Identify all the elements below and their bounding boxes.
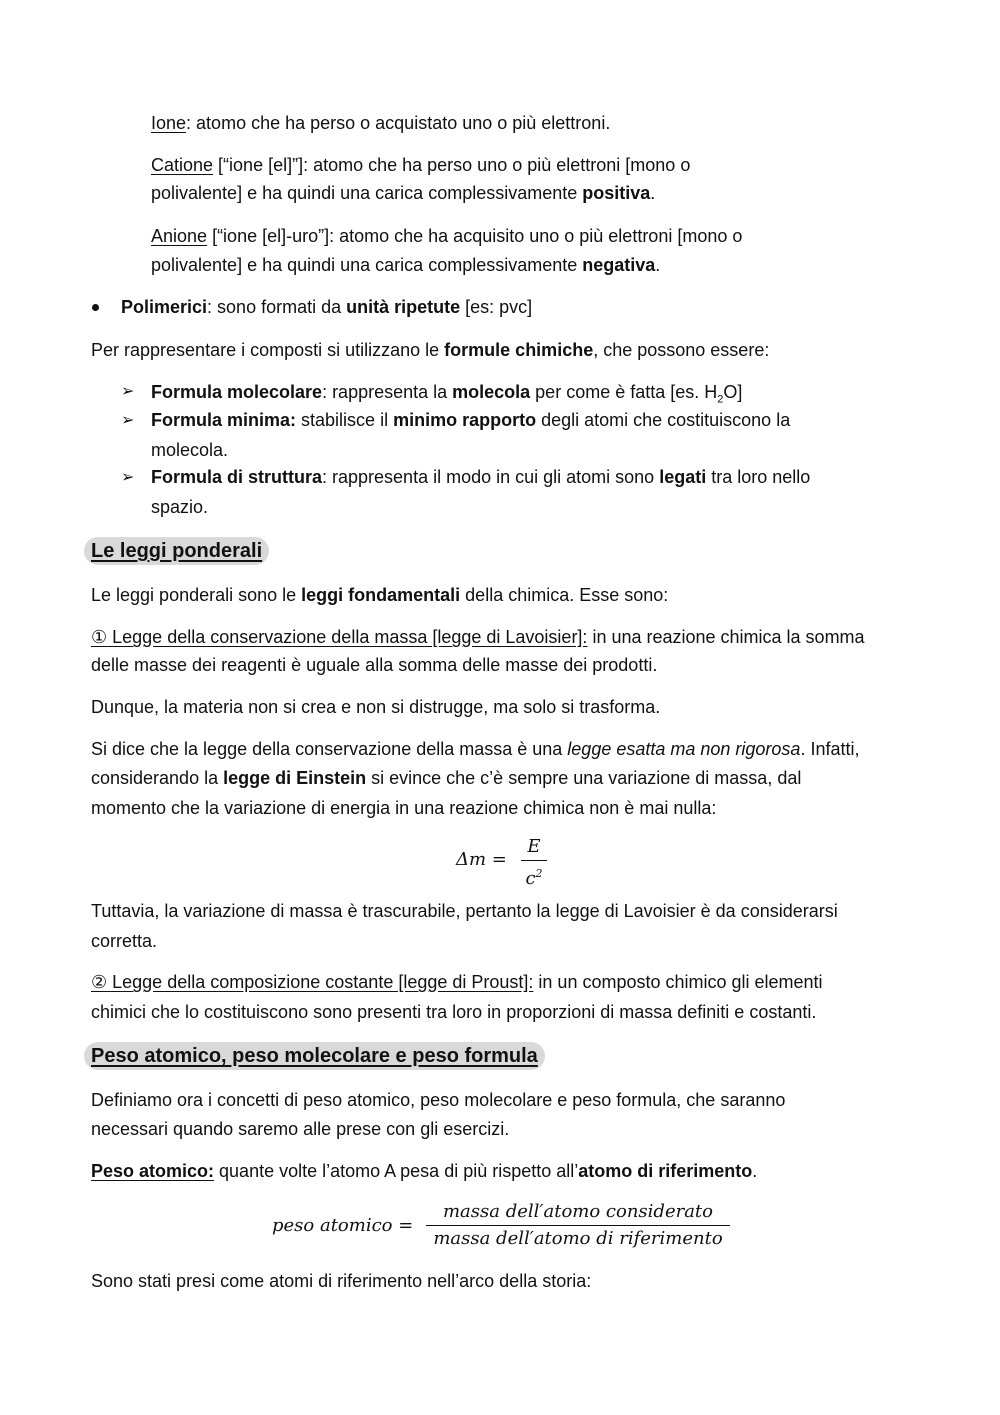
list-item-formula-struttura: Formula di struttura: rappresenta il modo in cui gli atomi sono legati tra loro nello: [151, 467, 811, 487]
list-item-formula-struttura-line2: spazio.: [151, 497, 209, 517]
formula-einstein-fraction: E $c^2$: [521, 834, 547, 892]
paragraph-legge-proust-line2: chimici che lo costituiscono sono presenti tra loro in proporzioni di massa definiti e costanti.: [91, 1002, 817, 1022]
paragraph-si-dice-line3: momento che la variazione di energia in una reazione chimica non è mai nulla:: [91, 798, 717, 818]
formula-einstein-lhs: Δm =: [456, 849, 507, 870]
term-ione: Ione: [151, 113, 187, 133]
paragraph-peso-atomico: Peso atomico: quante volte l’atomo A pesa di più rispetto all’atomo di riferimento.: [91, 1161, 758, 1181]
arrow-bullet-icon: ➢: [121, 469, 135, 486]
number-one-icon: ①: [91, 627, 108, 647]
arrow-bullet-icon: ➢: [121, 383, 135, 400]
paragraph-definiamo: Definiamo ora i concetti di peso atomico, peso molecolare e peso formula, che saranno: [91, 1090, 786, 1110]
paragraph-tuttavia: Tuttavia, la variazione di massa è trascurabile, pertanto la legge di Lavoisier è da considerarsi: [91, 901, 838, 921]
paragraph-formule-intro: Per rappresentare i composti si utilizzano le formule chimiche, che possono essere:: [91, 340, 770, 360]
paragraph-sono-stati: Sono stati presi come atomi di riferimento nell’arco della storia:: [91, 1271, 592, 1291]
definition-anione-line2: polivalente] e ha quindi una carica complessivamente negativa.: [151, 255, 661, 275]
list-item-formula-minima: Formula minima: stabilisce il minimo rapporto degli atomi che costituiscono la: [151, 410, 791, 430]
formula-peso-atomico-lhs: peso atomico =: [272, 1215, 414, 1236]
number-two-icon: ②: [91, 972, 108, 992]
list-item-polimerici: Polimerici: sono formati da unità ripetute [es: pvc]: [121, 297, 533, 317]
paragraph-legge-proust: ② Legge della composizione costante [legge di Proust]: in un composto chimico gli elementi: [91, 972, 823, 992]
paragraph-dunque: Dunque, la materia non si crea e non si distrugge, ma solo si trasforma.: [91, 697, 661, 717]
list-item-formula-molecolare: Formula molecolare: rappresenta la molecola per come è fatta [es. $H_2O$]: [151, 382, 743, 406]
definition-ione: Ione: atomo che ha perso o acquistato uno o più elettroni.: [151, 113, 611, 133]
paragraph-legge-lavoisier-line2: delle masse dei reagenti è uguale alla somma delle masse dei prodotti.: [91, 655, 658, 675]
paragraph-leggi-intro: Le leggi ponderali sono le leggi fondamentali della chimica. Esse sono:: [91, 585, 669, 605]
formula-peso-atomico-fraction: massa dell′atomo considerato massa dell′atomo di riferimento: [426, 1199, 730, 1252]
paragraph-definiamo-line2: necessari quando saremo alle prese con gli esercizi.: [91, 1119, 510, 1139]
paragraph-si-dice: Si dice che la legge della conservazione della massa è una legge esatta ma non rigorosa. Infatti,: [91, 739, 860, 759]
section-heading-leggi-ponderali: Le leggi ponderali: [84, 537, 269, 565]
term-anione: Anione: [151, 226, 208, 246]
paragraph-tuttavia-line2: corretta.: [91, 931, 158, 951]
definition-anione: Anione [“ione [el]-uro”]: atomo che ha acquisito uno o più elettroni [mono o: [151, 226, 743, 246]
section-heading-peso-atomico: Peso atomico, peso molecolare e peso formula: [84, 1042, 545, 1070]
arrow-bullet-icon: ➢: [121, 412, 135, 429]
bullet-icon: [92, 304, 99, 311]
paragraph-si-dice-line2: considerando la legge di Einstein si evince che c’è sempre una variazione di massa, dal: [91, 768, 802, 788]
list-item-formula-minima-line2: molecola.: [151, 440, 229, 460]
term-catione: Catione: [151, 155, 214, 175]
paragraph-legge-lavoisier: ① Legge della conservazione della massa [legge di Lavoisier]: in una reazione chimica la somma: [91, 627, 865, 647]
definition-catione-line2: polivalente] e ha quindi una carica complessivamente positiva.: [151, 183, 656, 203]
definition-catione: Catione [“ione [el]”]: atomo che ha perso uno o più elettroni [mono o: [151, 155, 691, 175]
